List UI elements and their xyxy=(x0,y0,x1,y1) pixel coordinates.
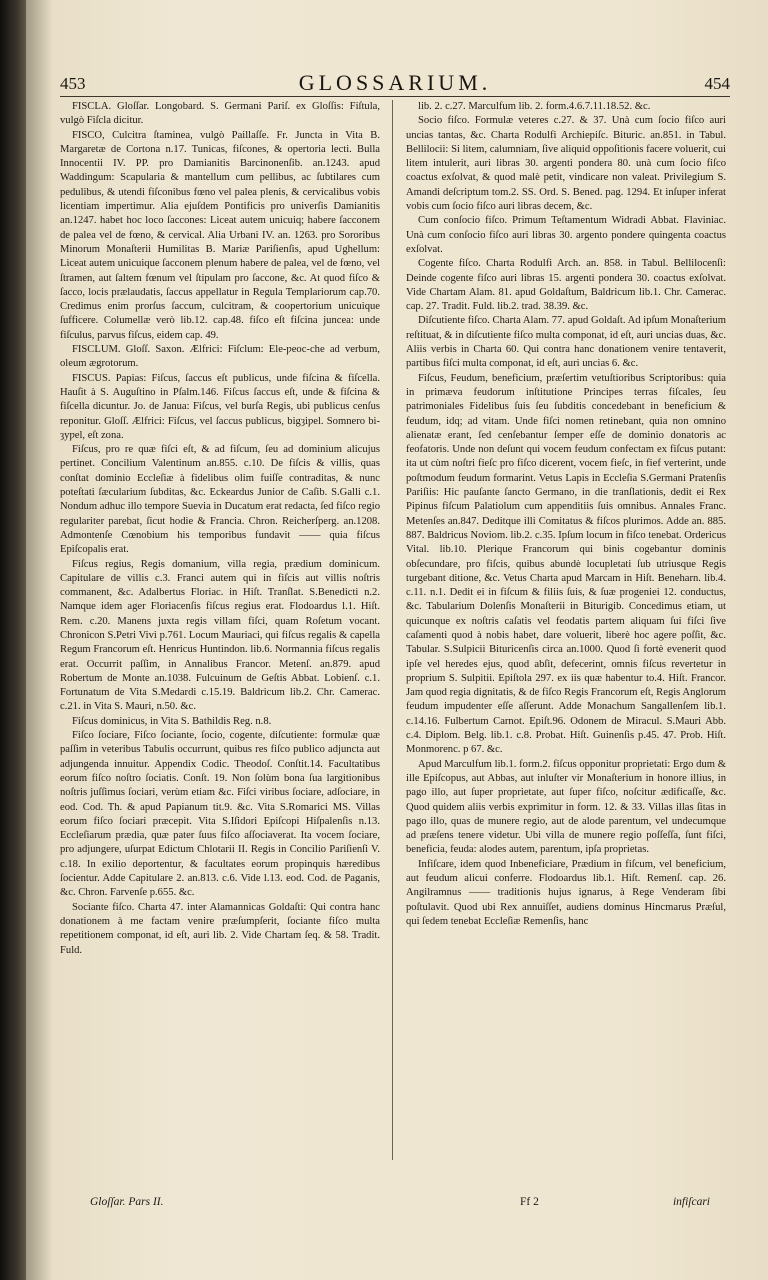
page-number-right: 454 xyxy=(704,74,730,93)
entry-paragraph: Socio fiſco. Formulæ veteres c.27. & 37. Unà cum ſocio fiſco auri uncias tantas, &c. Charta Rodulfi Archiepiſc. Bituric. an.851. in Tabul. Bellilocii: Si litem, calumniam, ſive aliquid oppoſitionis facere voluerit, cui litem intulerit, auri libras 30. argenti pondera 80. unà cum ſocio fiſco coactus exſolvat, & quod malè petit, vindicare non valeat. Privilegium S. Amandi deſcriptum tom.2. SS. Ord. S. Bened. pag. 1294. Et inſuper inferat vobis cum ſocio fiſco auri libras decem, &c. xyxy=(406,115,726,213)
book-page xyxy=(26,0,768,1280)
right-column xyxy=(406,100,726,1180)
signature-mark: Gloſſar. Pars II. xyxy=(90,1196,164,1208)
catchword: infiſcari xyxy=(672,1196,710,1208)
entry-paragraph: Fiſcus, pro re quæ fiſci eſt, & ad fiſcum, ſeu ad dominium alicujus pertinet. Concilium Valentinum an.855. c.10. De fiſcis & villis, quas conſtat dominio Eccleſiæ à fidelibus olim fuiſſe contraditas, & nunc poteſtati ſæcularium ſubditas, &c. Eckeardus Junior de Caſib. S.Galli c.1. Nondum adhuc illo tempore Suevia in Ducatum erat redacta, ſed fiſco regio regulariter parebat, ſicut hodie & Francia. Chron. Reicherſperg. an.1208. Admontenſe Cœnobium his temporibus fundavit —— quia fiſcus Epiſcopalis erat. xyxy=(60,444,380,556)
entry-paragraph: FISCLA. Gloſſar. Longobard. S. Germani Pariſ. ex Gloſſis: Fiſtula, vulgò Fiſcla dicitur. xyxy=(60,101,380,127)
entry-paragraph: Sociante fiſco. Charta 47. inter Alamannicas Goldaſti: Qui contra hanc donationem à me factam venire præſumpſerit, ſociante fiſco multa repetitionem componat, id eſt, auri lib. 2. Vide Chartam ſeq. & 58. Tradit. Fuld. xyxy=(60,901,380,956)
entry-paragraph: Cogente fiſco. Charta Rodulfi Arch. an. 858. in Tabul. Bellilocenſi: Deinde cogente fiſco auri libras 15. argenti pondera 30. coactus exſolvat. Vide Chartam Alam. 81. apud Goldaſtum, Baldricum lib.1. Chr. Camerac. cap. 27. Tradit. Fuld. lib.2. trad. 38.39. &c. xyxy=(406,258,726,313)
entry-paragraph: Fiſcus, Feudum, beneficium, præſertim vetuſtioribus Scriptoribus: quia in primæva feudorum inſtitutione Principes terras fiſcales, ſeu patrimoniales Fidelibus ſuis ſeu ſubditis concedebant in beneficium & feudum, idq; ad vitam. Unde fiſci nomen retinebant, quia non omnino alienatæ erant, ſed cenſebantur ſemper eſſe de dominio donatoris ac feofatoris. Unde non deſunt qui vocem feudum confectam ex fiſcus putant: ita ut cùm noſtri fieſc pro fiſco dicerent, vocem fieſc, in fief verterint, unde poſtmodum feudum formarint. Vetus Lapis in Eccleſia S.Germani Pratenſis Pariſiis: Hic pauſante ſancto Germano, in die tranſlationis, dedit ei Rex Pipinus fiſcum Palatiolum cum appenditiis ſuis omnibus. Annales Franc. Metenſes an.847. Deditque illi Comitatus & fiſcos plurimos. Adde an. 885. 887. Baldricus Noviom. lib.2. c.35. Ipſum locum in fiſco tenebat. Ordericus Vital. lib.10. Plerique Francorum qui binis cogebantur dominis obſecundare, pro fiſcis, quibus abundè locupletati ſub utriusque Regis turgebant ditione, &c. Vetus Charta apud Marcam in Hiſt. Beneharn. lib.4. c.11. n.1. Dedit ei in fiſcum & filiis ſuis, & ſuæ progeniei 12. conductus, &c. Tabularium Dolenſis Monaſterii in Biturigib. Concedimus etiam, ut quicunque ex noſtris caſatis vel feodatis partem aliquam ſui fiſci ſive caſamenti quod à nobis habet, dare voluerit, liberè hoc agere poſſit, &c. Tabular. S.Sulpicii Bituricenſis circa an.1000. Quod ſi fortè evenerit quod ipſe vel heredes ejus, quod abſit, defecerint, omnis fiſcus revertetur in proprium S. Sulpitii. Epiſtola 297. ex iis quæ habentur to.4. Hiſt. Francor. Jam quod regia dignitatis, & de fiſco Regis Francorum eſt, Regis Anglorum feudum impudenter eſſe aſſerunt. Adde Monachum Sangallenſem lib.1. c.14.16. Fulbertum Carnot. Epiſt.96. Odonem de Miracul. S.Mauri Abb. c.4. Diplom. Belg. lib.1. c.8. Probat. Hiſt. Guinenſis p.45. 47. Prob. Hiſt. Monmorenc. p 67. &c. xyxy=(406,372,726,756)
gutter-shadow xyxy=(26,0,52,1280)
entry-paragraph: lib. 2. c.27. Marculfum lib. 2. form.4.6.7.11.18.52. &c. xyxy=(418,101,651,112)
entry-paragraph: FISCUS. Papias: Fiſcus, ſaccus eſt publicus, unde fiſcina & fiſcella. Hauſit à S. Auguſtino in Pſalm.146. Fiſcus ſaccus eſt, unde & fiſcina & fiſcella dicuntur. Jo. de Janua: Fiſcus, vel burſa Regis, ubi publicus cenſus reponitur. Gloſſ. Ælfrici: Fiſcus, vel ſaccus publicus, bigȝiƿel. Somnero bi-ȝyƿel, eſt zona. xyxy=(60,372,380,441)
entry-paragraph: Cum conſocio fiſco. Primum Teſtamentum Widradi Abbat. Flaviniac. Unà cum conſocio fiſco auri libras 30. argento pondere quingenta coactus exſolvat. xyxy=(406,215,726,255)
entry-paragraph: FISCLUM. Gloſſ. Saxon. Ælfrici: Fiſclum: Ele-ƿeoc-che ad verbum, oleum ægrotorum. xyxy=(60,344,380,370)
gathering-mark: Ff 2 xyxy=(520,1196,539,1208)
page-footer xyxy=(60,1196,730,1216)
entry-paragraph: Fiſco ſociare, Fiſco ſociante, ſocio, cogente, diſcutiente: formulæ quæ paſſim in veteribus Tabulis occurrunt, quibus res fiſco publico adjuncta aut adjungenda innuitur. Appendix Codic. Theodoſ. Conſtit.14. Facultatibus eorum fiſco noſtro ſociatis. Conſt. 19. Non ſolùm bona ſua largitionibus noſtris juſſimus ſociari, verùm etiam &c. Fiſci viribus ſociare, adſociare, in eod. Cod. Th. & apud Papianum tit.9. &c. Vita S.Romarici MS. Villas eorum fiſco ſociari præcepit. Vita S.Iſidori Epiſcopi Hiſpalenſis n.13. Eccleſiarum prædia, quæ pater ſuus fiſco aſſociaverat. Ita vocem ſociare, pro adjungere, uſurpat Edictum Chlotarii II. Regis in Concilio Pariſienſi V. c.18. In exilio deportentur, & facultates eorum propinquis hæredibus ſocientur. Adde Capitulare 2. an.813. c.6. Vide l.13. eod. Cod. de Paganis, &c. Chron. Farvenſe p.655. &c. xyxy=(60,730,380,899)
left-column xyxy=(60,100,380,1180)
entry-paragraph: Fiſcus regius, Regis domanium, villa regia, prædium dominicum. Capitulare de villis c.3. Franci autem qui in fiſcis aut villis noſtris commanent, &c. Adalbertus Floriac. in Hiſt. Tranſlat. S.Benedicti n.2. Namque idem ager Floriacenſis fiſcus regius erat. Flodoardus l.1. Hiſt. Rem. c.20. Manens juxta regis villam fiſci, quam Roſetum vocant. Chronicon S.Petri Vivi p.761. Locum Mauriaci, qui fiſcus regalis & capella Regum Francorum eſt. Henricus Huntindon. lib.6. Normannia fiſcus regalis erat. Occurrit paſſim, in Annalibus Francor. Metenſ. an.879. apud Robertum de Monte an.1038. Fulcuinum de Geſtis Abbat. Lobienſ. c.1. Fortunatum de Vita S.Medardi c.15.19. Baldricum lib.2. Chr. Camerac. c.21. in Vita S. Mauri, n.50. &c. xyxy=(60,558,380,713)
column-divider xyxy=(392,100,393,1160)
page-number-left: 453 xyxy=(60,74,86,93)
entry-paragraph: Apud Marculfum lib.1. form.2. fiſcus opponitur proprietati: Ergo dum & ille Epiſcopus, aut Abbas, aut inluſter vir Monaſterium in honore illius, in pago illo, aut ſuper proprietate, aut ſuper fiſco, noſcitur ædificaſſe, &c. Quod quidem aliis verbis exprimitur in form. 12. & 33. Villas illas ſitas in pago illo, quas de munere regio, aut de alode parentum, vel undecumque ad præſens tenere videtur. Ubi villa de munere regio poſſeſſa, ſunt fiſci, beneficia, feuda: alodes autem, parentum, ipſa proprietas. xyxy=(406,758,726,856)
header-rule xyxy=(60,96,730,97)
entry-paragraph: Diſcutiente fiſco. Charta Alam. 77. apud Goldaſt. Ad ipſum Monaſterium reſtituat, & in diſcutiente fiſco multa componat, id eſt, auri uncias duas, &c. Aliis verbis in Charta 60. Qui contra hanc donationem venire tentaverit, partibus fiſci multa componat, id eſt, auri uncias 6. &c. xyxy=(406,315,726,370)
entry-paragraph: FISCO, Culcitra ſtaminea, vulgò Paillaſſe. Fr. Juncta in Vita B. Margaretæ de Cortona n.17. Tunicas, fiſcones, & opertoria lecti. Bulla Innocentii IV. PP. pro Damianitis Barcinonenſib. an.1243. apud Waddingum: Scapularia & mantellum cum pellibus, ac ſubtilares cum pedulibus, & utendi fiſconibus fœno vel palea plenis, & cervicalibus vobis licentiam impertimur. Alia ejuſdem Pontificis pro univerſis Damianitis an.1247. habet hoc loco ſaccones: Liceat autem unicuiq; habere ſacconem de palea vel de fœno, & cervical. Alia Urbani IV. an. 1263. pro Sororibus Minorum Monaſterii Humilitas B. Mariæ Pariſienſis, apud Ughellum: Liceat autem unicuique ſacconem plenum habere de palea, vel de fœno, vel ſtramen, aut ſaltem fœnum vel ſtipulam pro ſaccone, &c. At quod fiſco & ſacco, locis prælaudatis, ſaccus appellatur in Regula Templariorum cap.70. Credimus enim prorſus ſaccum, culcitram, & coopertorium unicuique ſufficere. Columellæ verò lib.12. cap.48. fiſco eſt fiſcina juncea: unde fiſculus, parvus fiſcus, eidem cap. 49. xyxy=(60,129,380,341)
entry-paragraph: Fiſcus dominicus, in Vita S. Bathildis Reg. n.8. xyxy=(72,715,272,727)
entry-paragraph: Infiſcare, idem quod Inbeneficiare, Prædium in fiſcum, vel beneficium, aut feudum alicui conferre. Flodoardus lib.1. Hiſt. Remenſ. cap. 26. Angilramnus —— traditionis hujus ignarus, à Rege Venderam ſibi poſtulavit. Quod ubi Rex annuiſſet, audiens dominus Hincmarus Præſul, qui ſedem tenebat Eccleſiæ Remenſis, hanc xyxy=(406,858,726,927)
book-spine xyxy=(0,0,28,1280)
running-header xyxy=(56,70,734,96)
page-title: GLOSSARIUM. xyxy=(298,70,492,95)
